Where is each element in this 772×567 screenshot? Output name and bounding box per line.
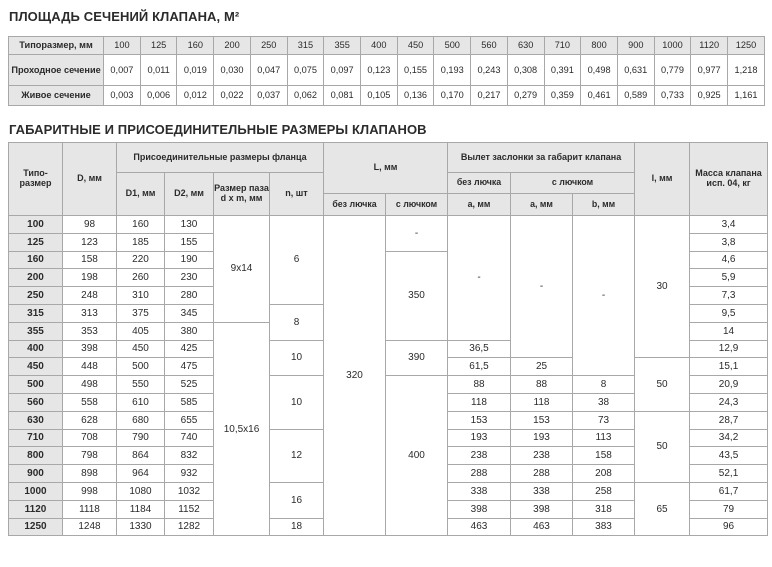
mass-cell: 3,4 bbox=[690, 216, 768, 234]
size-cell: 1250 bbox=[728, 37, 765, 55]
hatch-a-cell: 88 bbox=[511, 376, 573, 394]
hatch-a-cell: 238 bbox=[511, 447, 573, 465]
mass-cell: 52,1 bbox=[690, 465, 768, 483]
size-cell: 315 bbox=[287, 37, 324, 55]
d-cell: 1118 bbox=[63, 500, 117, 518]
oh-a-cell: 288 bbox=[448, 465, 511, 483]
hatch-a-cell: 463 bbox=[511, 518, 573, 536]
d-cell: 708 bbox=[63, 429, 117, 447]
mass-cell: 24,3 bbox=[690, 393, 768, 411]
value-cell: 0,011 bbox=[140, 55, 177, 86]
d2-cell: 130 bbox=[165, 216, 214, 234]
hatch-b-cell: 8 bbox=[573, 376, 635, 394]
oh-a-cell: 118 bbox=[448, 393, 511, 411]
oh-a-cell: 398 bbox=[448, 500, 511, 518]
col-header-d2: D2, мм bbox=[165, 173, 214, 216]
mass-cell: 12,9 bbox=[690, 340, 768, 358]
hatch-b-cell: 318 bbox=[573, 500, 635, 518]
value-cell: 1,161 bbox=[728, 86, 765, 106]
mass-cell: 43,5 bbox=[690, 447, 768, 465]
value-cell: 0,279 bbox=[507, 86, 544, 106]
oh-a-cell: 193 bbox=[448, 429, 511, 447]
size-cell: 200 bbox=[214, 37, 251, 55]
size-cell: 560 bbox=[9, 393, 63, 411]
value-cell: 0,105 bbox=[361, 86, 398, 106]
l-no-hatch-cell: 320 bbox=[324, 216, 386, 536]
hatch-a-cell: 193 bbox=[511, 429, 573, 447]
n-cell: 8 bbox=[270, 304, 324, 340]
size-cell: 630 bbox=[507, 37, 544, 55]
d2-cell: 280 bbox=[165, 287, 214, 305]
size-cell: 125 bbox=[140, 37, 177, 55]
col-header-oh-no-hatch: без лючка bbox=[448, 173, 511, 194]
hatch-b-cell: 113 bbox=[573, 429, 635, 447]
value-cell: 0,217 bbox=[471, 86, 508, 106]
value-cell: 0,193 bbox=[434, 55, 471, 86]
mass-cell: 61,7 bbox=[690, 482, 768, 500]
l-small-cell: 50 bbox=[635, 358, 690, 411]
size-cell: 1000 bbox=[654, 37, 691, 55]
size-cell: 400 bbox=[361, 37, 398, 55]
size-cell: 250 bbox=[9, 287, 63, 305]
value-cell: 0,631 bbox=[617, 55, 654, 86]
area-table bbox=[8, 36, 765, 106]
d2-cell: 832 bbox=[165, 447, 214, 465]
d-cell: 448 bbox=[63, 358, 117, 376]
oh-a-cell: 238 bbox=[448, 447, 511, 465]
d2-cell: 585 bbox=[165, 393, 214, 411]
row-label: Живое сечение bbox=[9, 86, 104, 106]
size-cell: 450 bbox=[397, 37, 434, 55]
d1-cell: 1184 bbox=[117, 500, 165, 518]
hatch-a-cell: - bbox=[511, 216, 573, 358]
col-header-size: Типо-размер bbox=[9, 143, 63, 216]
mass-cell: 34,2 bbox=[690, 429, 768, 447]
size-cell: 100 bbox=[104, 37, 141, 55]
col-header-l-no-hatch: без лючка bbox=[324, 194, 386, 216]
n-cell: 10 bbox=[270, 376, 324, 429]
oh-a-cell: 463 bbox=[448, 518, 511, 536]
d1-cell: 864 bbox=[117, 447, 165, 465]
mass-cell: 9,5 bbox=[690, 304, 768, 322]
value-cell: 0,170 bbox=[434, 86, 471, 106]
header-row bbox=[9, 143, 768, 173]
col-header-d: D, мм bbox=[63, 143, 117, 216]
hatch-b-cell: - bbox=[573, 216, 635, 376]
d-cell: 123 bbox=[63, 233, 117, 251]
d1-cell: 550 bbox=[117, 376, 165, 394]
size-cell: 355 bbox=[324, 37, 361, 55]
value-cell: 0,022 bbox=[214, 86, 251, 106]
d2-cell: 1282 bbox=[165, 518, 214, 536]
d-cell: 628 bbox=[63, 411, 117, 429]
size-cell: 710 bbox=[544, 37, 581, 55]
col-header-b: b, мм bbox=[573, 194, 635, 216]
d1-cell: 160 bbox=[117, 216, 165, 234]
value-cell: 0,007 bbox=[104, 55, 141, 86]
section-title-dims: ГАБАРИТНЫЕ И ПРИСОЕДИНИТЕЛЬНЫЕ РАЗМЕРЫ КЛАПАНОВ bbox=[9, 122, 427, 137]
d2-cell: 155 bbox=[165, 233, 214, 251]
mass-cell: 4,6 bbox=[690, 251, 768, 269]
slot-cell: 10,5x16 bbox=[214, 322, 270, 536]
mass-cell: 7,3 bbox=[690, 287, 768, 305]
col-header-a: a, мм bbox=[448, 194, 511, 216]
l-hatch-cell: - bbox=[386, 216, 448, 252]
value-cell: 0,308 bbox=[507, 55, 544, 86]
col-header-l-small: l, мм bbox=[635, 143, 690, 216]
col-header-flange: Присоединительные размеры фланца bbox=[117, 143, 324, 173]
mass-cell: 79 bbox=[690, 500, 768, 518]
d1-cell: 220 bbox=[117, 251, 165, 269]
d-cell: 998 bbox=[63, 482, 117, 500]
value-cell: 0,019 bbox=[177, 55, 214, 86]
table-row bbox=[9, 55, 765, 86]
d2-cell: 1032 bbox=[165, 482, 214, 500]
oh-a-cell: - bbox=[448, 216, 511, 341]
d-cell: 353 bbox=[63, 322, 117, 340]
col-header-slot: Размер паза d x m, мм bbox=[214, 173, 270, 216]
slot-cell: 9x14 bbox=[214, 216, 270, 323]
d1-cell: 964 bbox=[117, 465, 165, 483]
d1-cell: 450 bbox=[117, 340, 165, 358]
n-cell: 16 bbox=[270, 482, 324, 518]
d-cell: 1248 bbox=[63, 518, 117, 536]
d1-cell: 185 bbox=[117, 233, 165, 251]
value-cell: 0,359 bbox=[544, 86, 581, 106]
n-cell: 6 bbox=[270, 216, 324, 305]
d2-cell: 475 bbox=[165, 358, 214, 376]
col-header-l: L, мм bbox=[324, 143, 448, 194]
value-cell: 0,081 bbox=[324, 86, 361, 106]
value-cell: 0,075 bbox=[287, 55, 324, 86]
table-row bbox=[9, 86, 765, 106]
mass-cell: 96 bbox=[690, 518, 768, 536]
section-title-area: ПЛОЩАДЬ СЕЧЕНИЙ КЛАПАНА, М² bbox=[9, 9, 240, 24]
value-cell: 0,243 bbox=[471, 55, 508, 86]
hatch-a-cell: 288 bbox=[511, 465, 573, 483]
d2-cell: 932 bbox=[165, 465, 214, 483]
n-cell: 12 bbox=[270, 429, 324, 482]
d2-cell: 655 bbox=[165, 411, 214, 429]
value-cell: 0,123 bbox=[361, 55, 398, 86]
mass-cell: 5,9 bbox=[690, 269, 768, 287]
hatch-a-cell: 398 bbox=[511, 500, 573, 518]
size-cell: 400 bbox=[9, 340, 63, 358]
d-cell: 558 bbox=[63, 393, 117, 411]
d2-cell: 740 bbox=[165, 429, 214, 447]
col-header-oh-hatch: с лючком bbox=[511, 173, 635, 194]
value-cell: 0,012 bbox=[177, 86, 214, 106]
d-cell: 398 bbox=[63, 340, 117, 358]
d2-cell: 525 bbox=[165, 376, 214, 394]
d1-cell: 500 bbox=[117, 358, 165, 376]
l-small-cell: 50 bbox=[635, 411, 690, 482]
size-cell: 160 bbox=[177, 37, 214, 55]
col-header-mass: Масса клапана исп. 04, кг bbox=[690, 143, 768, 216]
d-cell: 313 bbox=[63, 304, 117, 322]
hatch-b-cell: 383 bbox=[573, 518, 635, 536]
d1-cell: 260 bbox=[117, 269, 165, 287]
value-cell: 0,977 bbox=[691, 55, 728, 86]
hatch-a-cell: 25 bbox=[511, 358, 573, 376]
col-header-overhang: Вылет заслонки за габарит клапана bbox=[448, 143, 635, 173]
size-cell: 800 bbox=[581, 37, 618, 55]
size-cell: 560 bbox=[471, 37, 508, 55]
l-hatch-cell: 400 bbox=[386, 376, 448, 536]
table-row bbox=[9, 37, 765, 55]
value-cell: 0,037 bbox=[250, 86, 287, 106]
size-cell: 500 bbox=[9, 376, 63, 394]
hatch-a-cell: 153 bbox=[511, 411, 573, 429]
d1-cell: 1330 bbox=[117, 518, 165, 536]
l-small-cell: 30 bbox=[635, 216, 690, 358]
dims-table bbox=[8, 142, 768, 536]
d-cell: 198 bbox=[63, 269, 117, 287]
hatch-a-cell: 118 bbox=[511, 393, 573, 411]
mass-cell: 20,9 bbox=[690, 376, 768, 394]
oh-a-cell: 61,5 bbox=[448, 358, 511, 376]
d1-cell: 680 bbox=[117, 411, 165, 429]
size-cell: 800 bbox=[9, 447, 63, 465]
mass-cell: 3,8 bbox=[690, 233, 768, 251]
hatch-b-cell: 73 bbox=[573, 411, 635, 429]
d1-cell: 1080 bbox=[117, 482, 165, 500]
d2-cell: 345 bbox=[165, 304, 214, 322]
col-header-n: n, шт bbox=[270, 173, 324, 216]
hatch-b-cell: 258 bbox=[573, 482, 635, 500]
value-cell: 0,062 bbox=[287, 86, 324, 106]
hatch-b-cell: 38 bbox=[573, 393, 635, 411]
hatch-b-cell: 208 bbox=[573, 465, 635, 483]
d1-cell: 375 bbox=[117, 304, 165, 322]
table-row bbox=[9, 216, 768, 234]
size-cell: 200 bbox=[9, 269, 63, 287]
d-cell: 248 bbox=[63, 287, 117, 305]
col-header-a2: a, мм bbox=[511, 194, 573, 216]
d2-cell: 1152 bbox=[165, 500, 214, 518]
size-cell: 125 bbox=[9, 233, 63, 251]
value-cell: 0,461 bbox=[581, 86, 618, 106]
size-cell: 355 bbox=[9, 322, 63, 340]
value-cell: 0,925 bbox=[691, 86, 728, 106]
size-cell: 1120 bbox=[691, 37, 728, 55]
d1-cell: 610 bbox=[117, 393, 165, 411]
size-cell: 250 bbox=[250, 37, 287, 55]
size-cell: 500 bbox=[434, 37, 471, 55]
size-cell: 160 bbox=[9, 251, 63, 269]
size-cell: 1120 bbox=[9, 500, 63, 518]
hatch-a-cell: 338 bbox=[511, 482, 573, 500]
oh-a-cell: 14 bbox=[690, 322, 768, 340]
d2-cell: 425 bbox=[165, 340, 214, 358]
d2-cell: 380 bbox=[165, 322, 214, 340]
size-cell: 1000 bbox=[9, 482, 63, 500]
row-label: Проходное сечение bbox=[9, 55, 104, 86]
value-cell: 0,733 bbox=[654, 86, 691, 106]
d1-cell: 310 bbox=[117, 287, 165, 305]
mass-cell: 15,1 bbox=[690, 358, 768, 376]
oh-a-cell: 338 bbox=[448, 482, 511, 500]
oh-a-cell: 153 bbox=[448, 411, 511, 429]
col-header-l-hatch: с лючком bbox=[386, 194, 448, 216]
d-cell: 898 bbox=[63, 465, 117, 483]
value-cell: 0,589 bbox=[617, 86, 654, 106]
oh-a-cell: 88 bbox=[448, 376, 511, 394]
mass-cell: 28,7 bbox=[690, 411, 768, 429]
l-hatch-cell: 390 bbox=[386, 340, 448, 376]
hatch-b-cell: 158 bbox=[573, 447, 635, 465]
value-cell: 0,047 bbox=[250, 55, 287, 86]
value-cell: 0,779 bbox=[654, 55, 691, 86]
value-cell: 1,218 bbox=[728, 55, 765, 86]
size-cell: 1250 bbox=[9, 518, 63, 536]
value-cell: 0,006 bbox=[140, 86, 177, 106]
l-small-cell: 65 bbox=[635, 482, 690, 535]
size-cell: 900 bbox=[617, 37, 654, 55]
size-cell: 450 bbox=[9, 358, 63, 376]
d-cell: 98 bbox=[63, 216, 117, 234]
size-cell: 630 bbox=[9, 411, 63, 429]
size-cell: 900 bbox=[9, 465, 63, 483]
size-cell: 710 bbox=[9, 429, 63, 447]
value-cell: 0,498 bbox=[581, 55, 618, 86]
size-cell: 100 bbox=[9, 216, 63, 234]
value-cell: 0,003 bbox=[104, 86, 141, 106]
size-cell: 315 bbox=[9, 304, 63, 322]
header-label: Типоразмер, мм bbox=[9, 37, 104, 55]
col-header-d1: D1, мм bbox=[117, 173, 165, 216]
value-cell: 0,097 bbox=[324, 55, 361, 86]
d-cell: 498 bbox=[63, 376, 117, 394]
d-cell: 798 bbox=[63, 447, 117, 465]
l-hatch-cell: 350 bbox=[386, 251, 448, 340]
d2-cell: 190 bbox=[165, 251, 214, 269]
d2-cell: 230 bbox=[165, 269, 214, 287]
value-cell: 0,136 bbox=[397, 86, 434, 106]
oh-a-cell: 36,5 bbox=[448, 340, 511, 358]
d1-cell: 790 bbox=[117, 429, 165, 447]
n-cell: 18 bbox=[270, 518, 324, 536]
n-cell: 10 bbox=[270, 340, 324, 376]
value-cell: 0,155 bbox=[397, 55, 434, 86]
d-cell: 158 bbox=[63, 251, 117, 269]
value-cell: 0,030 bbox=[214, 55, 251, 86]
value-cell: 0,391 bbox=[544, 55, 581, 86]
d1-cell: 405 bbox=[117, 322, 165, 340]
